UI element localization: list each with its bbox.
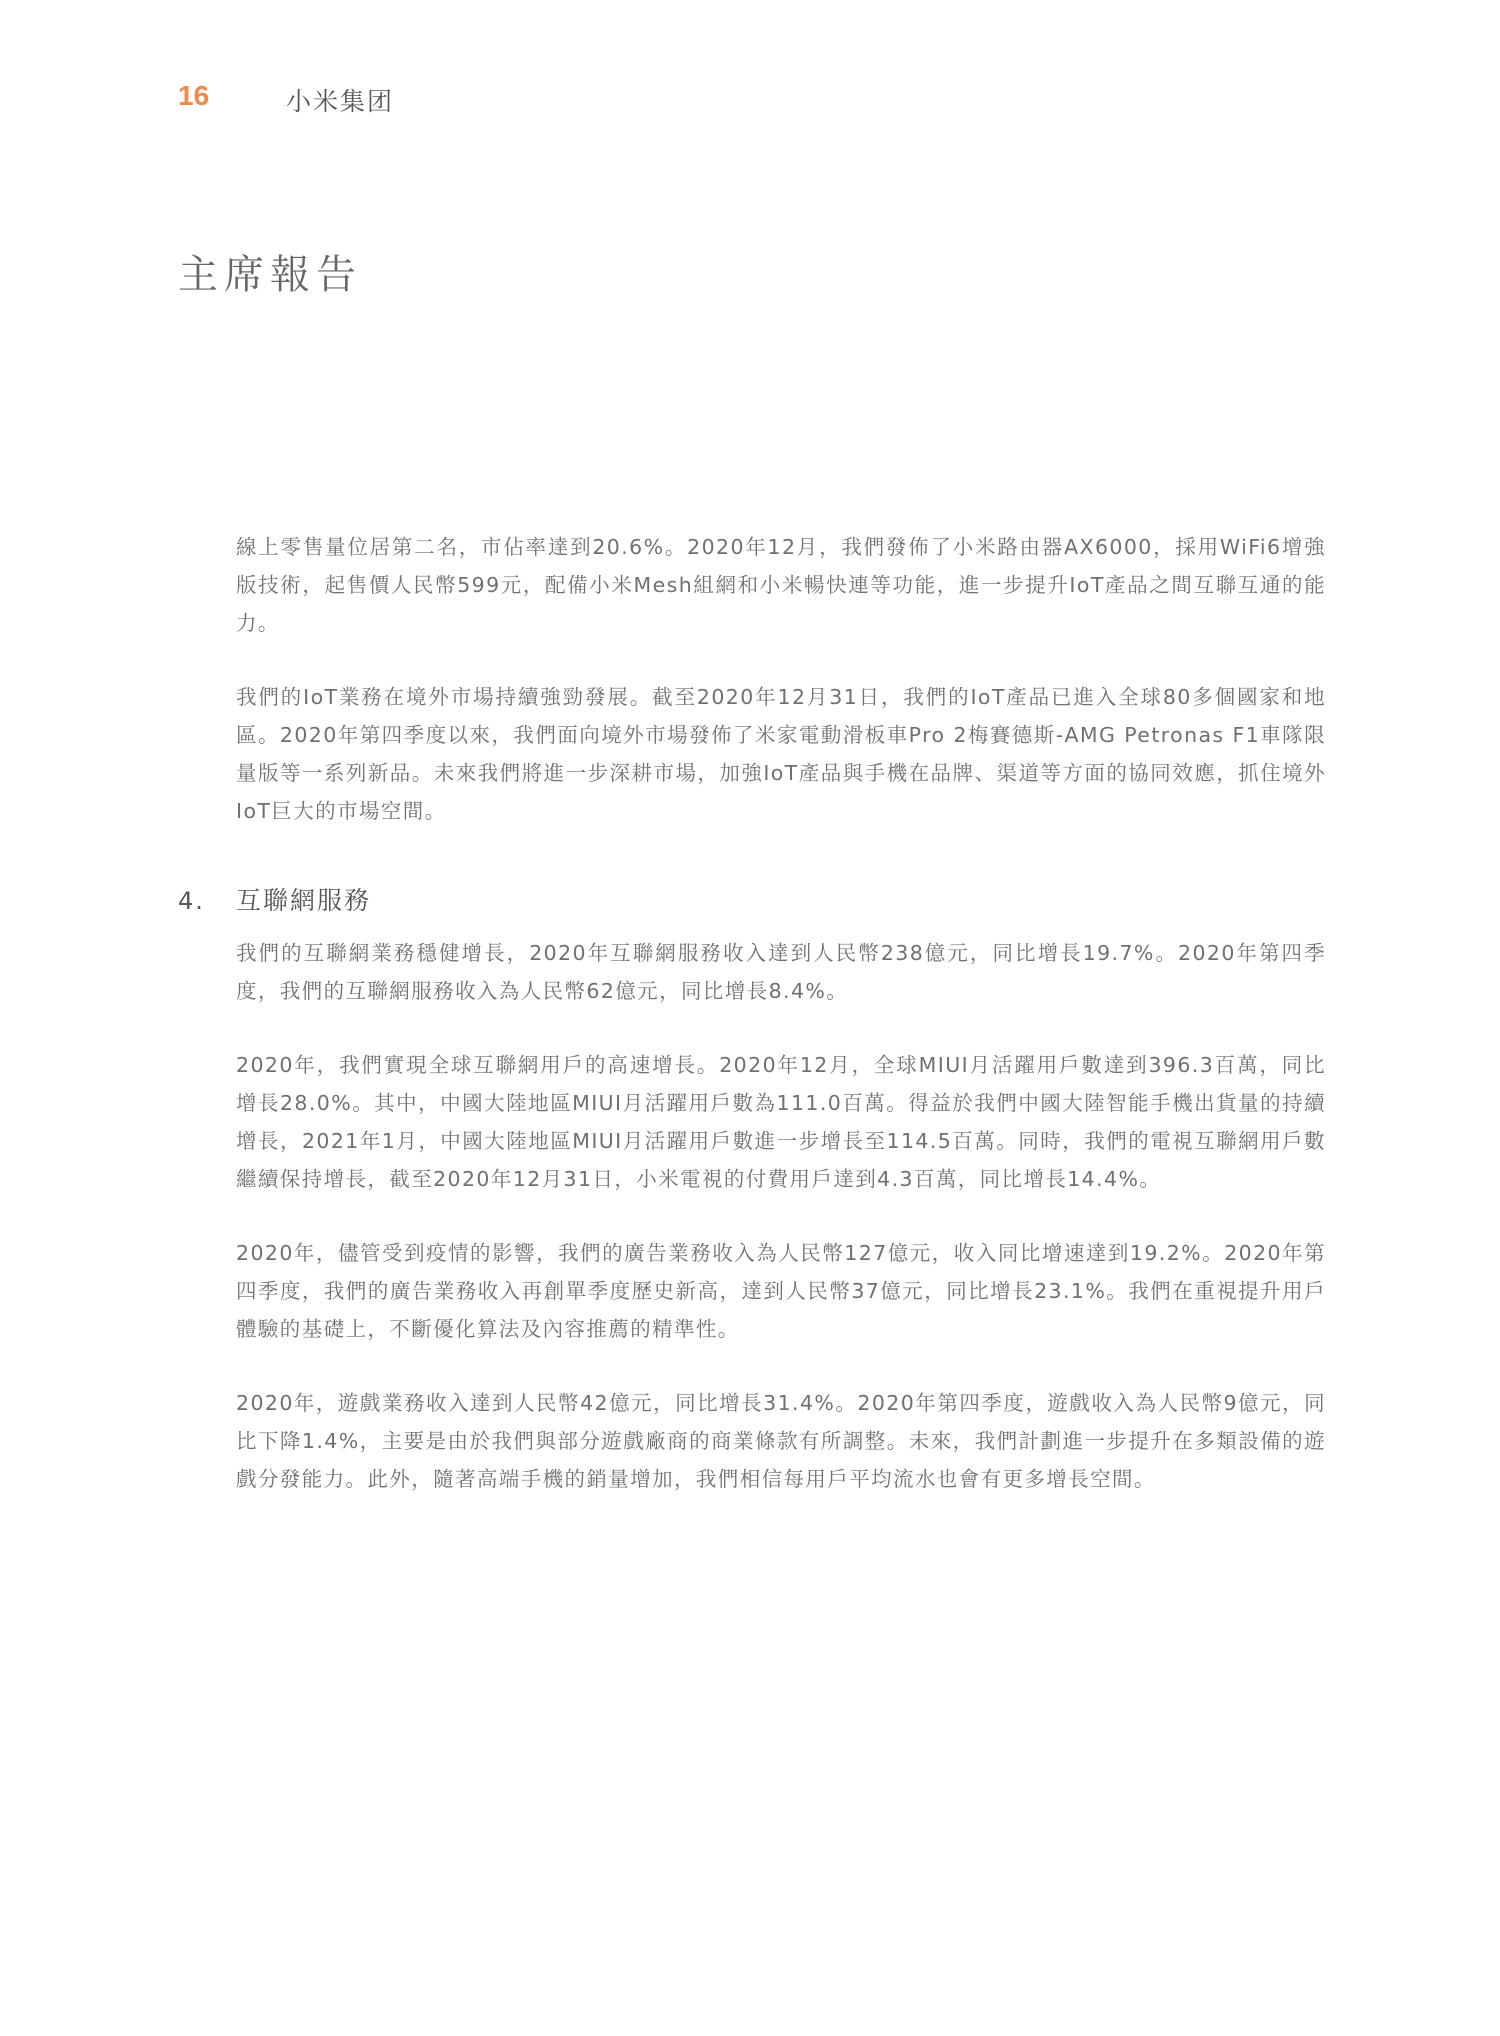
paragraph-internet-revenue: 我們的互聯網業務穩健增長，2020年互聯網服務收入達到人民幣238億元，同比增長19.7%。2020年第四季度，我們的互聯網服務收入為人民幣62億元，同比增長8.4%。	[236, 941, 1326, 1003]
paragraph-iot-overseas: 我們的IoT業務在境外市場持續強勁發展。截至2020年12月31日，我們的IoT產品已進入全球80多個國家和地區。2020年第四季度以來，我們面向境外市場發佈了米家電動滑板車Pro 2梅賽德斯-AMG Petronas F1車隊限量版等一系列新品。未來我們將進一步深耕市場，加強IoT產品與手機在品牌、渠道等方面的協同效應，抓住境外IoT巨大的市場空間。	[236, 685, 1326, 823]
report-body	[178, 528, 1327, 1534]
paragraph-internet-users: 2020年，我們實現全球互聯網用戶的高速增長。2020年12月，全球MIUI月活躍用戶數達到396.3百萬，同比增長28.0%。其中，中國大陸地區MIUI月活躍用戶數為111.0百萬。得益於我們中國大陸智能手機出貨量的持續增長，2021年1月，中國大陸地區MIUI月活躍用戶數進一步增長至114.5百萬。同時，我們的電視互聯網用戶數繼續保持增長，截至2020年12月31日，小米電視的付費用戶達到4.3百萬，同比增長14.4%。	[236, 1053, 1326, 1191]
subsection-title: 互聯網服務	[236, 886, 372, 915]
company-name: 小米集团	[286, 87, 395, 116]
subsection-number: 4.	[178, 887, 205, 915]
subsection-heading	[178, 882, 1326, 920]
paragraph-gaming: 2020年，遊戲業務收入達到人民幣42億元，同比增長31.4%。2020年第四季度，遊戲收入為人民幣9億元，同比下降1.4%，主要是由於我們與部分遊戲廠商的商業條款有所調整。未來，我們計劃進一步提升在多類設備的遊戲分發能力。此外，隨著高端手機的銷量增加，我們相信每用戶平均流水也會有更多增長空間。	[236, 1391, 1326, 1491]
section-title: 主席報告	[178, 252, 362, 298]
paragraph-router: 線上零售量位居第二名，市佔率達到20.6%。2020年12月，我們發佈了小米路由器AX6000，採用WiFi6增強版技術，起售價人民幣599元，配備小米Mesh組網和小米暢快連等功能，進一步提升IoT產品之間互聯互通的能力。	[236, 535, 1327, 635]
page-number: 16	[178, 80, 210, 111]
paragraph-advertising: 2020年，儘管受到疫情的影響，我們的廣告業務收入為人民幣127億元，收入同比增速達到19.2%。2020年第四季度，我們的廣告業務收入再創單季度歷史新高，達到人民幣37億元，同比增長23.1%。我們在重視提升用戶體驗的基礎上，不斷優化算法及內容推薦的精準性。	[236, 1241, 1326, 1341]
